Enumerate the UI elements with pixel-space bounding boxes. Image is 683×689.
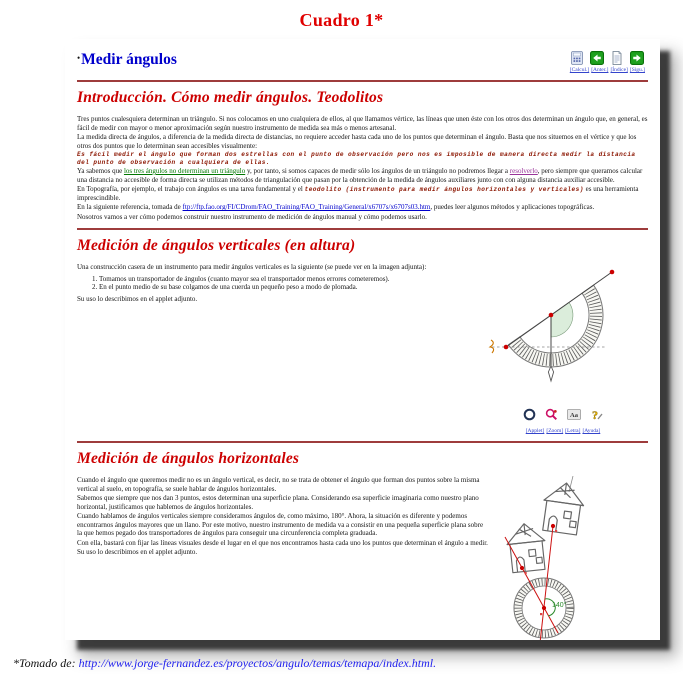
paragraph: Nosotros vamos a ver cómo podemos construir nuestro instrumento de medición de ángulos manual y cómo podemos usarlo. [77, 212, 427, 221]
horizontal-text [77, 476, 496, 558]
section-divider [77, 228, 648, 230]
horizontal-section [77, 476, 648, 640]
section-divider [77, 80, 648, 82]
nav-link-indice[interactable]: [Índice] [610, 67, 628, 73]
footnote-prefix: *Tomado de: [13, 656, 79, 670]
horizontal-heading: Medición de ángulos horizontales [77, 450, 300, 468]
calculator-icon[interactable] [570, 51, 584, 65]
footnote-url-link[interactable]: http://www.jorge-fernandez.es/proyectos/angulo/temas/temapa/index.html. [78, 656, 437, 670]
horizontal-figure [496, 476, 648, 640]
paragraph: La medida directa de ángulos, a diferencia de la medida directa de distancias, no requiere acceder hasta cada uno de los puntos que determinan el ángulo. Basta que nos situemos en el vértice y que los otros dos puntos que lo determinan sean accesibles visualmente: [77, 133, 637, 150]
document-icon[interactable] [610, 51, 624, 65]
nav-icons [569, 51, 646, 65]
resolverlo-link[interactable]: resolverlo [509, 166, 538, 175]
nav-links [569, 67, 646, 73]
paragraph: Su uso lo describimos en el applet adjunto. [77, 548, 198, 557]
paragraph: En Topografía, por ejemplo, el trabajo con ángulos es una tarea fundamental y el teodolito (instrumento para medir ángulos horizontales y verticales) es una herramienta imprescindible. [77, 185, 639, 202]
page-title: Medir ángulos [81, 51, 177, 68]
letra-link[interactable]: [Letra] [565, 428, 581, 435]
teodolito-emphasis: teodolito (instrumento para medir ángulos horizontales y verticales) [304, 186, 584, 194]
ayuda-link[interactable]: [Ayuda] [582, 428, 601, 435]
nav-link-anterior[interactable]: [Anter.] [591, 67, 609, 73]
list-item: 2. En el punto medio de su base colgamos de una cuerda un pequeño peso a modo de plomada. [99, 283, 470, 292]
applet-link[interactable]: [Applet] [525, 428, 545, 435]
footnote [13, 656, 436, 671]
bullet-icon: • [77, 53, 81, 63]
svg-text:Aa: Aa [570, 412, 578, 420]
section-divider [77, 441, 648, 443]
vertical-heading: Medición de ángulos verticales (en altura) [77, 237, 356, 255]
figure-title: Cuadro 1* [299, 10, 384, 30]
paragraph: Cuando el ángulo que queremos medir no es un ángulo vertical, es decir, no se trata de obtener el ángulo que forman dos puntos sobre la misma vertical al suelo, en topografía, se suele hablar de ángulos horizontales. [77, 476, 480, 493]
nav-link-siguiente[interactable]: [Sigu.] [629, 67, 645, 73]
paragraph: Su uso lo describimos en el applet adjunto. [77, 294, 198, 303]
nav-toolbar [569, 51, 648, 73]
paragraph: Tres puntos cualesquiera determinan un triángulo. Si nos colocamos en uno cualquiera de ellos, al que llamamos vértice, las líneas que unen éste con los otros dos determinan un ángulo que, en general, es fácil de medir con mayor o menor aproximación según nuestro instrumento de medida sea más o menos artesanal. [77, 115, 648, 132]
fao-ftp-link[interactable]: ftp://ftp.fao.org/FI/CDrom/FAO_Training/FAO_Training/General/x6707s/x6707s03.htm [182, 203, 431, 212]
forward-arrow-icon[interactable] [630, 51, 644, 65]
vertical-text [77, 263, 478, 304]
nav-link-calcul[interactable]: [Calcul.] [569, 67, 590, 73]
paragraph: Con ella, bastará con fijar las líneas visuales desde el lugar en el que nos encontramos hasta cada uno los puntos que determinan el ángulo a medir. [77, 538, 488, 547]
steps-list [99, 275, 470, 292]
svg-text:?: ? [592, 408, 598, 422]
applet-links [478, 428, 648, 434]
zoom-link[interactable]: [Zoom] [546, 428, 564, 435]
webpage-screenshot [65, 39, 660, 640]
applet-ring-icon[interactable] [523, 408, 536, 426]
svg-text:140°: 140° [552, 602, 567, 610]
applet-toolbar [478, 408, 648, 426]
paragraph: Una construcción casera de un instrumento para medir ángulos verticales es la siguiente (se puede ver en la imagen adjunta): [77, 263, 427, 272]
protractor-plumb-image[interactable] [488, 263, 638, 398]
intro-text [77, 115, 648, 221]
paragraph: Sabemos que siempre que nos dan 3 puntos, estos determinan una superficie plana. Considerando esa superficie imaginaria como nuestro plano horizontal, justificamos que hablemos de ángulos horizontales. [77, 494, 479, 511]
paragraph: Ya sabemos que los tres ángulos no determinan un triángulo y, por tanto, si somos capaces de medir sólo los ángulos de un triángulo no podremos llegar a resolverlo, pero siempre que queramos calcular una distancia no accesible de forma directa se utilizan métodos de triangulación que pasan por la obtención de la medida de ángulos auxiliares junto con con alguna distancia auxiliar accesible. [77, 166, 643, 184]
letra-icon[interactable] [567, 408, 581, 426]
houses-protractor-image[interactable] [497, 476, 647, 640]
paragraph: Cuando hablamos de ángulos verticales siempre consideramos ángulos de, como máximo, 180°. Ahora, la situación es diferente y podemos encontrarnos ángulos mayores que un llano. Por este motivo, nuestro instrumento de medida va a consistir en una pequeña superficie plana sobre la que hemos pegado dos transportadores de ángulos para conseguir una circunferencia completa graduada. [77, 512, 484, 538]
page-header [77, 51, 648, 73]
vertical-figure [478, 263, 648, 434]
intro-heading: Introducción. Cómo medir ángulos. Teodolitos [77, 89, 384, 106]
list-item: 1. Tomamos un transportador de ángulos (cuanto mayor sea el transportador menos errores cometeremos). [99, 275, 470, 284]
page-title-wrap [77, 51, 177, 69]
ayuda-help-icon[interactable] [590, 408, 603, 426]
triangle-link[interactable]: los tres ángulos no determinan un triángulo [123, 166, 246, 175]
vertical-section [77, 263, 648, 434]
emphasis-paragraph: Es fácil medir el ángulo que forman dos estrellas con el punto de observación pero nos es imposible de manera directa medir la distancia del punto de observación a cualquiera de ellas. [77, 151, 636, 166]
paragraph: En la siguiente referencia, tomada de ftp://ftp.fao.org/FI/CDrom/FAO_Training/FAO_Training/General/x6707s/x6707s03.htm, puedes leer algunos métodos y aplicaciones topográficas. [77, 203, 595, 212]
back-arrow-icon[interactable] [590, 51, 604, 65]
zoom-magnifier-icon[interactable] [545, 408, 558, 426]
